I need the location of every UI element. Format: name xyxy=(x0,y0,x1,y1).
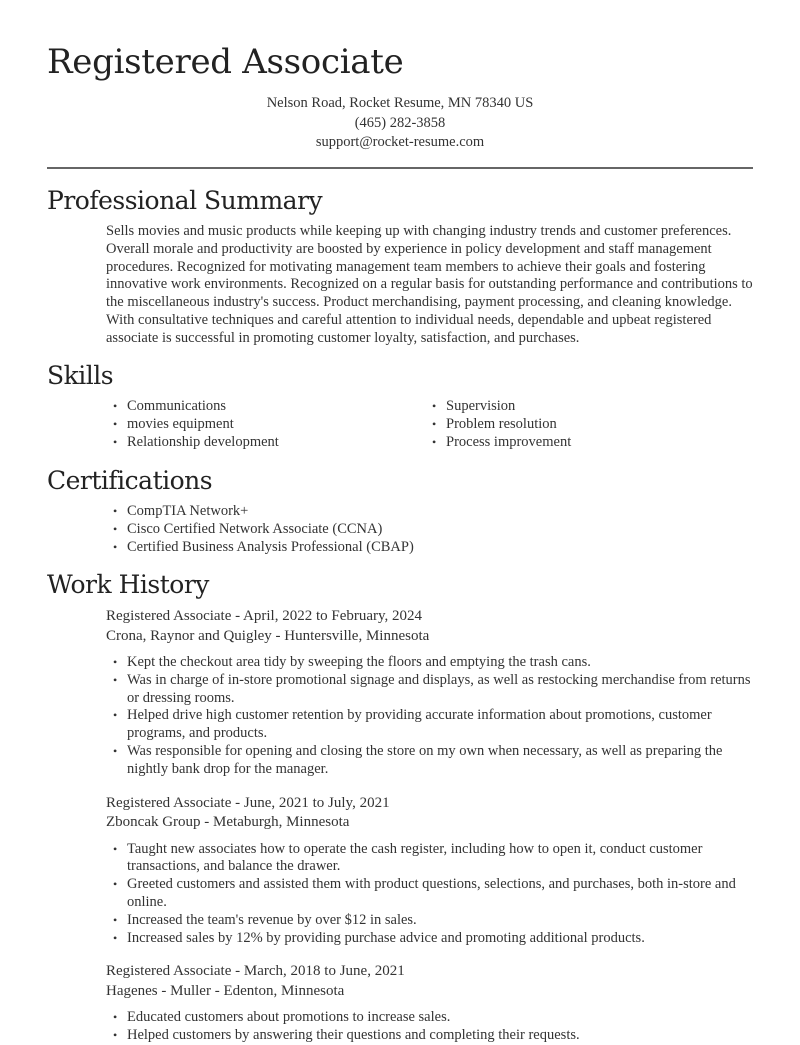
job-bullet: • Increased the team's revenue by over $12 in sales. xyxy=(106,912,753,930)
section-title: Skills xyxy=(47,361,114,390)
summary-section xyxy=(47,186,753,348)
skill-item: • Relationship development xyxy=(106,434,425,452)
contact-info xyxy=(47,94,753,153)
skill-item: • Communications xyxy=(106,398,425,416)
skills-left xyxy=(106,398,425,451)
job-entry xyxy=(106,607,753,779)
job-bullet: • Educated customers about promotions to increase sales. xyxy=(106,1009,753,1027)
resume-name: Registered Associate xyxy=(47,42,404,82)
header-divider xyxy=(47,167,753,169)
section-title: Professional Summary xyxy=(47,186,323,215)
job-entry xyxy=(106,794,753,948)
skills-columns xyxy=(106,398,753,451)
job-bullet: • Increased sales by 12% by providing purchase advice and promoting additional products. xyxy=(106,930,753,948)
job-bullets xyxy=(106,654,753,779)
job-entry xyxy=(106,962,753,1045)
job-bullet: • Helped drive high customer retention by providing accurate information about promotions, customer programs, and products. xyxy=(106,707,753,743)
skill-item: • movies equipment xyxy=(106,416,425,434)
cert-item: • Cisco Certified Network Associate (CCNA) xyxy=(106,521,753,539)
job-title: Registered Associate - April, 2022 to February, 2024 xyxy=(106,608,423,624)
cert-item: • CompTIA Network+ xyxy=(106,503,753,521)
job-bullet: • Taught new associates how to operate the cash register, including how to open it, conduct customer transactions, and balance the drawer. xyxy=(106,841,753,877)
cert-item: • Certified Business Analysis Professional (CBAP) xyxy=(106,539,753,557)
job-company: Crona, Raynor and Quigley - Huntersville, Minnesota xyxy=(106,627,430,644)
work-history-section xyxy=(47,570,753,1045)
phone: (465) 282-3858 xyxy=(354,114,446,131)
job-bullet: • Greeted customers and assisted them with product questions, selections, and purchases, both in-store and online. xyxy=(106,876,753,912)
skills-right xyxy=(425,398,744,451)
job-bullets xyxy=(106,841,753,948)
job-bullets xyxy=(106,1009,753,1045)
section-title: Certifications xyxy=(47,466,213,495)
skills-section xyxy=(47,361,753,451)
skill-item: • Problem resolution xyxy=(425,416,744,434)
job-bullet: • Was responsible for opening and closing the store on my own when necessary, as well as preparing the nightly bank drop for the manager. xyxy=(106,743,753,779)
job-company: Zboncak Group - Metaburgh, Minnesota xyxy=(106,814,350,831)
job-company: Hagenes - Muller - Edenton, Minnesota xyxy=(106,982,345,999)
summary-text: Sells movies and music products while keeping up with changing industry trends and customer preferences. Overall morale and productivity are boosted by experience in policy development and staff management procedures. Recognized for motivating management team members to achieve their goals and fostering innovative work environments. Recognized on a regular basis for outstanding performance and contributions to the miscellaneous industry's success. Product merchandising, payment processing, and cleaning knowledge. With consultative techniques and careful attention to individual needs, dependable and upbeat registered associate is successful in promoting customer loyalty, satisfaction, and purchases. xyxy=(106,223,753,346)
job-title: Registered Associate - March, 2018 to June, 2021 xyxy=(106,963,405,980)
job-bullet: • Kept the checkout area tidy by sweeping the floors and emptying the trash cans. xyxy=(106,654,753,672)
email: support@rocket-resume.com xyxy=(315,134,485,150)
certifications-section xyxy=(47,466,753,556)
job-bullet: • Was in charge of in-store promotional signage and displays, as well as restocking merchandise from returns or dressing rooms. xyxy=(106,672,753,708)
job-bullet: • Helped customers by answering their questions and completing their requests. xyxy=(106,1027,753,1045)
job-title: Registered Associate - June, 2021 to July, 2021 xyxy=(106,794,390,811)
address: Nelson Road, Rocket Resume, MN 78340 US xyxy=(266,95,534,111)
section-title: Work History xyxy=(47,570,209,599)
certifications-list xyxy=(106,503,753,556)
skill-item: • Supervision xyxy=(425,398,744,416)
skill-item: • Process improvement xyxy=(425,434,744,452)
